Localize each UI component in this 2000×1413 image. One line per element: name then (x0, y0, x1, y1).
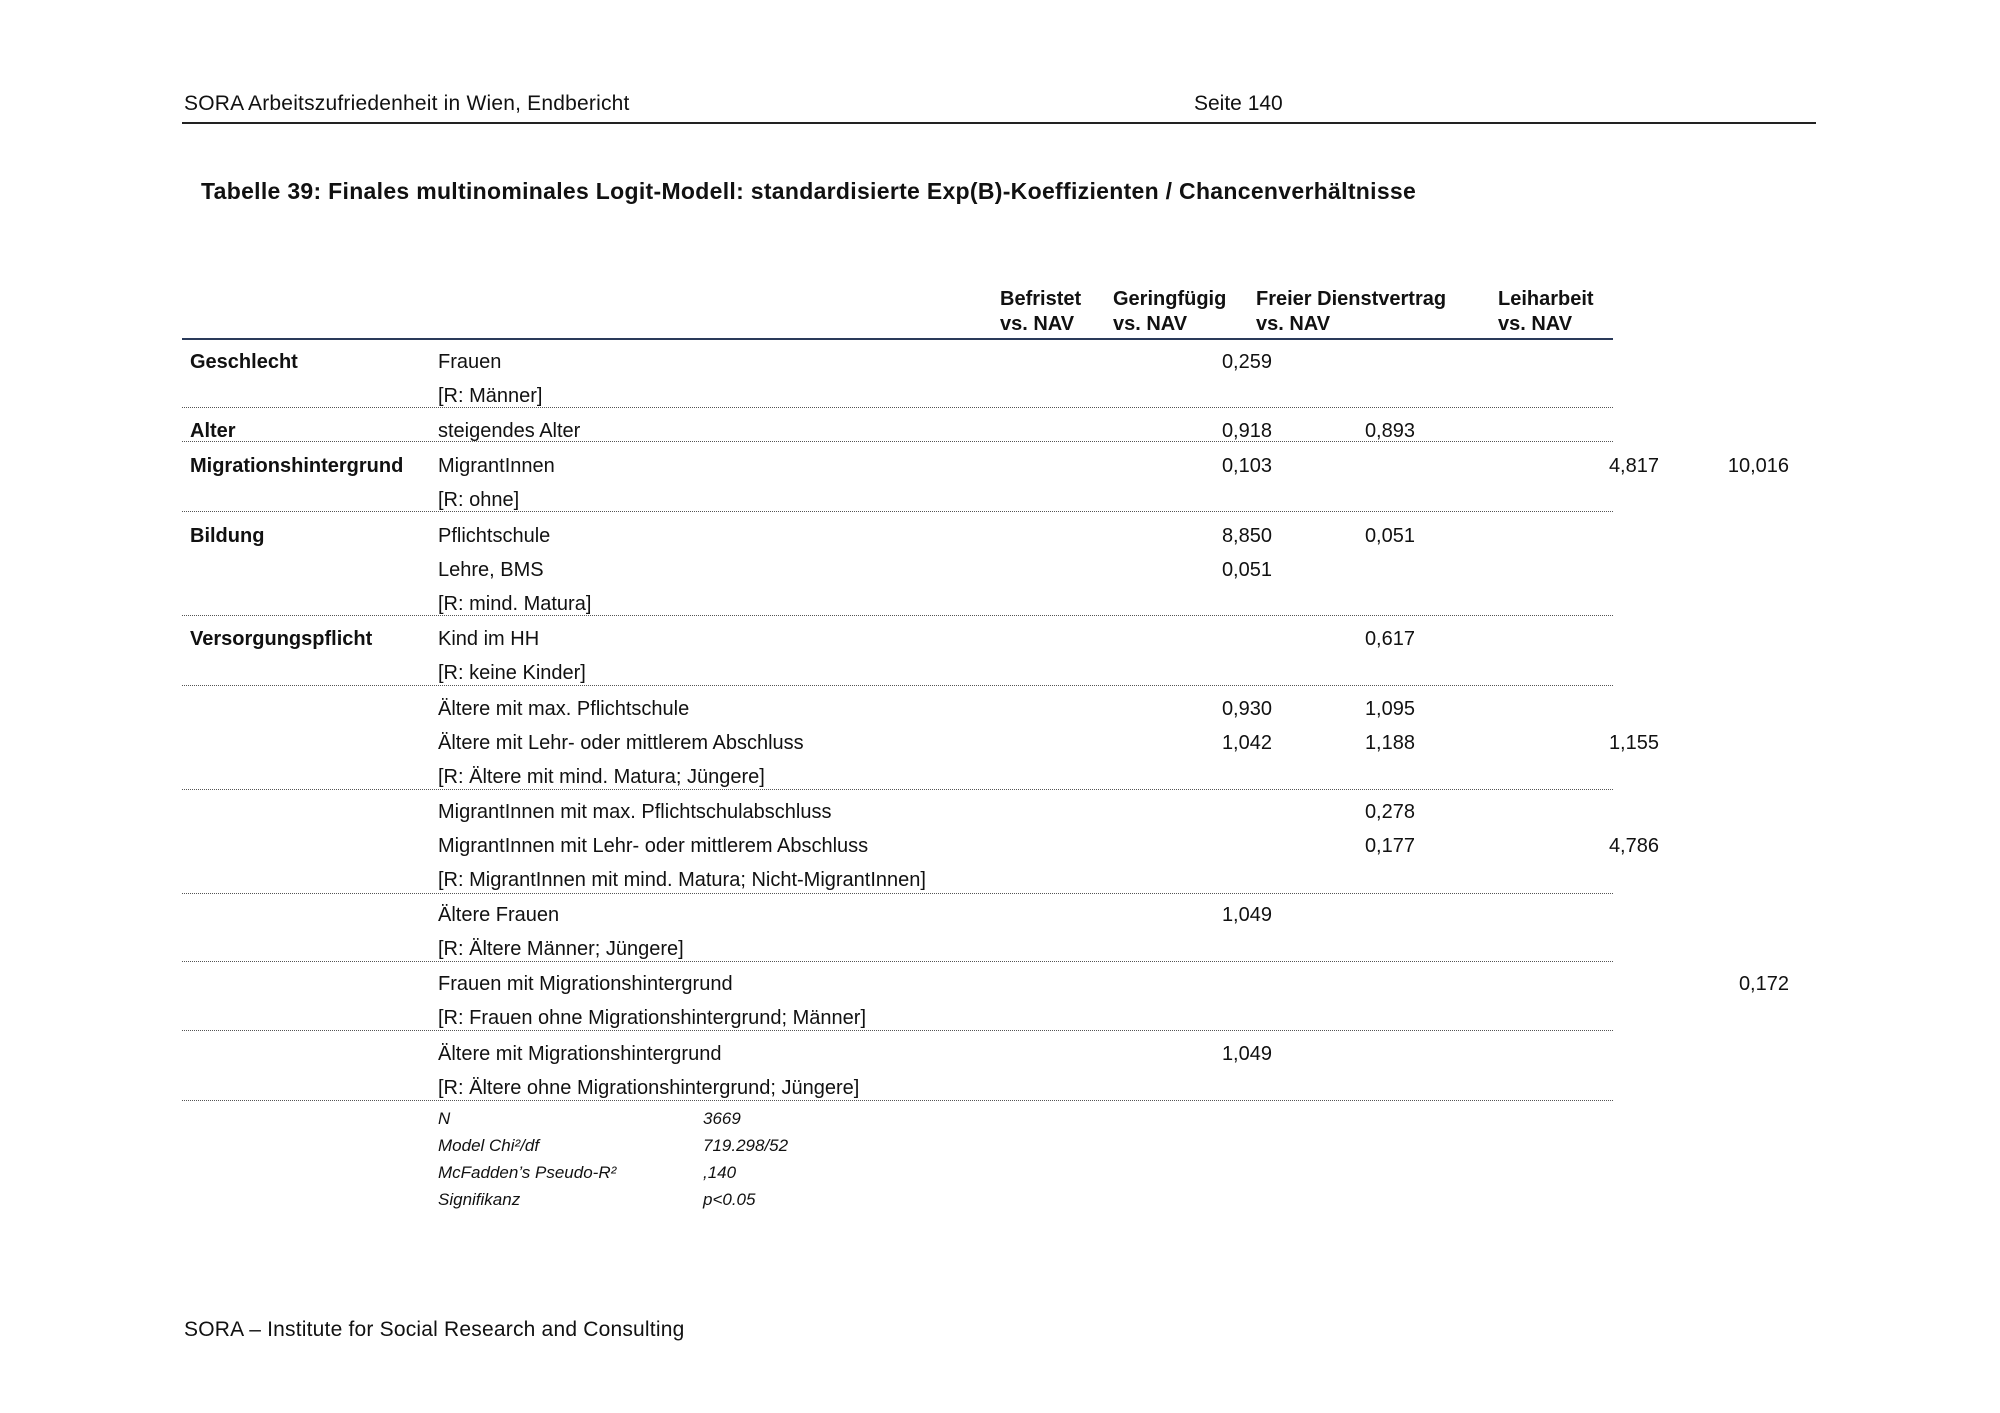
cell-value: 8,850 (1221, 525, 1272, 547)
table-row (182, 795, 1613, 829)
stat-name: Signifikanz (438, 1190, 521, 1209)
cell-value: 0,617 (1364, 628, 1415, 650)
row-label: [R: MigrantInnen mit mind. Matura; Nicht-MigrantInnen] (438, 869, 926, 891)
stat-row (438, 1132, 938, 1159)
cell-value: 4,786 (1608, 835, 1659, 857)
table-row (182, 967, 1789, 1001)
table-row (182, 449, 1789, 483)
row-label: Frauen (438, 351, 502, 373)
row-separator (182, 1030, 1613, 1031)
row-group: Migrationshintergrund (190, 455, 404, 477)
column-header-line2: vs. NAV (1256, 313, 1331, 335)
cell-value: 0,177 (1364, 835, 1415, 857)
row-separator (182, 789, 1613, 790)
cell-value: 1,049 (1221, 1043, 1272, 1065)
column-header-line1: Leiharbeit (1498, 288, 1594, 310)
stat-name: N (438, 1109, 451, 1128)
row-label: Lehre, BMS (438, 559, 544, 581)
column-header-freier-dienstvertrag (1256, 287, 1446, 337)
column-header-line1: Geringfügig (1113, 288, 1227, 310)
stat-name: Model Chi²/df (438, 1136, 540, 1155)
cell-value: 1,042 (1221, 732, 1272, 754)
cell-value: 0,051 (1221, 559, 1272, 581)
table-title: Tabelle 39: Finales multinominales Logit-Modell: standardisierte Exp(B)-Koeffizienten / Chancenverhältnisse (201, 178, 1417, 204)
cell-value: 0,172 (1738, 973, 1789, 995)
column-header-leiharbeit (1498, 287, 1594, 337)
row-label: Pflichtschule (438, 525, 551, 547)
table-row (182, 829, 1659, 863)
row-group: Geschlecht (190, 351, 298, 373)
cell-value: 0,278 (1364, 801, 1415, 823)
page-number: Seite 140 (1194, 92, 1283, 115)
row-separator (182, 1100, 1613, 1101)
table-row (182, 692, 1613, 726)
cell-value: 10,016 (1727, 455, 1789, 477)
column-header-line1: Befristet (1000, 288, 1082, 310)
cell-value: 1,188 (1364, 732, 1415, 754)
row-separator (182, 961, 1613, 962)
cell-value: 0,893 (1364, 420, 1415, 442)
row-label: [R: ohne] (438, 489, 520, 511)
stat-value: ,140 (703, 1163, 737, 1182)
table-row (182, 414, 1613, 448)
column-header-line2: vs. NAV (1000, 313, 1075, 335)
cell-value: 0,259 (1221, 351, 1272, 373)
cell-value: 0,103 (1221, 455, 1272, 477)
row-label: [R: Ältere Männer; Jüngere] (438, 938, 684, 960)
page-header-left: SORA Arbeitszufriedenheit in Wien, Endbericht (184, 92, 630, 115)
cell-value: 1,049 (1221, 904, 1272, 926)
table-row (182, 726, 1659, 760)
stat-value: p<0.05 (703, 1190, 756, 1209)
row-separator (182, 407, 1613, 408)
header-rule (182, 122, 1816, 124)
stat-value: 719.298/52 (703, 1136, 789, 1155)
cell-value: 1,095 (1364, 698, 1415, 720)
row-group: Alter (190, 420, 236, 442)
cell-value: 0,051 (1364, 525, 1415, 547)
column-header-line2: vs. NAV (1498, 313, 1573, 335)
header-rule-table (182, 338, 1613, 340)
stat-value: 3669 (703, 1109, 741, 1128)
column-header-line1: Freier Dienstvertrag (1256, 288, 1447, 310)
table-row (182, 863, 1613, 897)
table-row (182, 519, 1613, 553)
column-header-geringfuegig (1113, 287, 1226, 337)
stat-row (438, 1186, 938, 1213)
row-separator (182, 893, 1613, 894)
stat-row (438, 1105, 938, 1132)
row-label: [R: Frauen ohne Migrationshintergrund; Männer] (438, 1007, 867, 1029)
row-label: Ältere mit Migrationshintergrund (438, 1043, 722, 1065)
row-label: [R: Männer] (438, 385, 543, 407)
column-header-befristet (1000, 287, 1081, 337)
row-separator (182, 685, 1613, 686)
table-row (182, 1037, 1613, 1071)
row-group: Bildung (190, 525, 265, 547)
row-label: Ältere Frauen (438, 904, 560, 926)
row-label: Kind im HH (438, 628, 540, 650)
table-row (182, 898, 1613, 932)
row-separator (182, 615, 1613, 616)
row-separator (182, 511, 1613, 512)
row-label: MigrantInnen (438, 455, 555, 477)
model-stats (438, 1105, 938, 1213)
stat-name: McFadden’s Pseudo-R² (438, 1163, 617, 1182)
row-label: Ältere mit max. Pflichtschule (438, 698, 690, 720)
row-group: Versorgungspflicht (190, 628, 373, 650)
column-header-line2: vs. NAV (1113, 313, 1188, 335)
row-separator (182, 441, 1613, 442)
table-row (182, 553, 1613, 587)
row-label: steigendes Alter (438, 420, 581, 442)
row-label: MigrantInnen mit Lehr- oder mittlerem Abschluss (438, 835, 869, 857)
row-label: Frauen mit Migrationshintergrund (438, 973, 733, 995)
page-footer: SORA – Institute for Social Research and Consulting (184, 1318, 685, 1341)
stat-row (438, 1159, 938, 1186)
row-label: [R: keine Kinder] (438, 662, 586, 684)
table-row (182, 345, 1613, 379)
row-label: [R: mind. Matura] (438, 593, 592, 615)
cell-value: 0,918 (1221, 420, 1272, 442)
row-label: [R: Ältere ohne Migrationshintergrund; Jüngere] (438, 1077, 860, 1099)
cell-value: 1,155 (1608, 732, 1659, 754)
cell-value: 0,930 (1221, 698, 1272, 720)
row-label: Ältere mit Lehr- oder mittlerem Abschluss (438, 732, 804, 754)
table-row (182, 622, 1613, 656)
cell-value: 4,817 (1608, 455, 1659, 477)
row-label: MigrantInnen mit max. Pflichtschulabschluss (438, 801, 832, 823)
row-label: [R: Ältere mit mind. Matura; Jüngere] (438, 766, 765, 788)
